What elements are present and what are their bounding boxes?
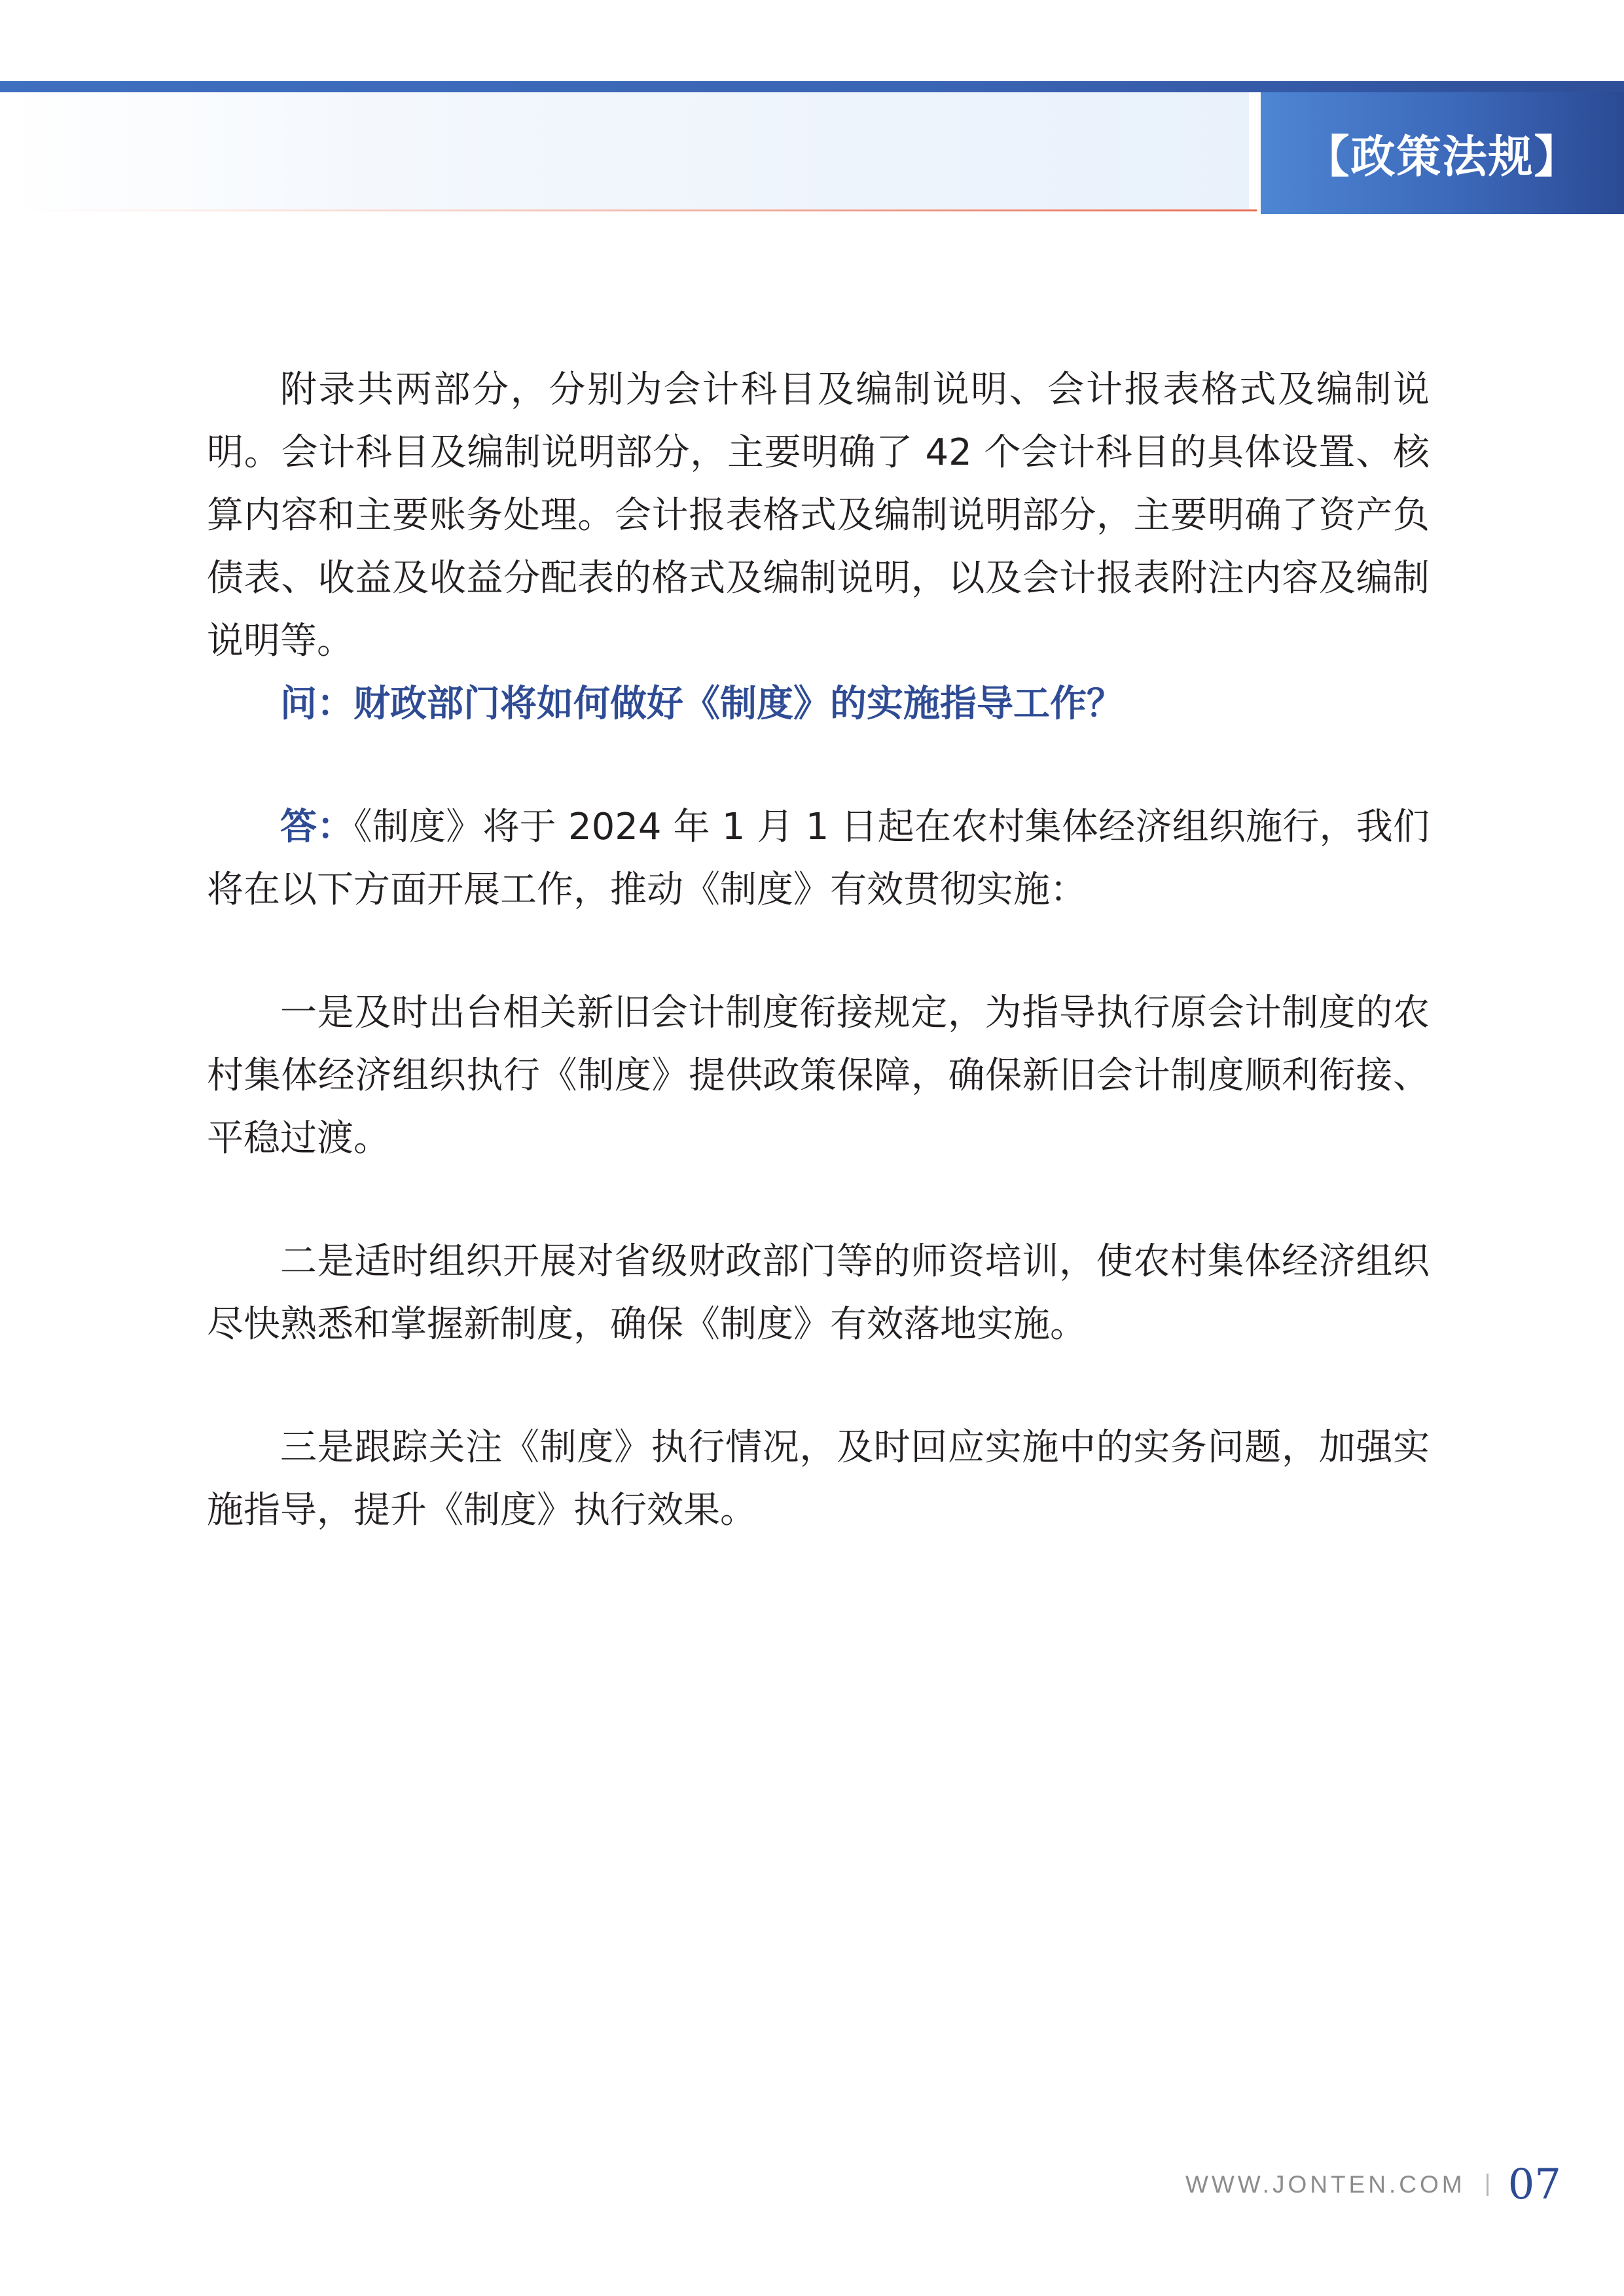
header-top-stripe [0,81,1624,92]
page-footer [1185,2159,1561,2211]
paragraph-point-1: 一是及时出台相关新旧会计制度衔接规定，为指导执行原会计制度的农村集体经济组织执行《制度》提供政策保障，确保新旧会计制度顺利衔接、平稳过渡。 [207,992,1430,1160]
paragraph-appendix: 附录共两部分，分别为会计科目及编制说明、会计报表格式及编制说明。会计科目及编制说明部分，主要明确了 42 个会计科目的具体设置、核算内容和主要账务处理。会计报表格式及编制说明部分，主要明确了资产负债表、收益及收益分配表的格式及编制说明，以及会计报表附注内容及编制说明等。 [207,368,1430,662]
answer-paragraph [207,796,1430,922]
article-body [207,359,1430,1542]
section-tag [1261,92,1624,214]
footer-separator [1487,2174,1489,2196]
answer-label: 答： [280,806,354,848]
header-divider [26,209,1257,211]
paragraph-point-2: 二是适时组织开展对省级财政部门等的师资培训，使农村集体经济组织尽快熟悉和掌握新制度，确保《制度》有效落地实施。 [207,1240,1430,1346]
paragraph-point-3: 三是跟踪关注《制度》执行情况，及时回应实施中的实务问题，加强实施指导，提升《制度》执行效果。 [207,1426,1430,1532]
section-tag-label: 【政策法规】 [1305,130,1580,183]
header-panel [0,92,1249,209]
footer-website: WWW.JONTEN.COM [1185,2171,1466,2198]
question-heading: 问：财政部门将如何做好《制度》的实施指导工作？ [280,683,1123,725]
page-number: 07 [1507,2161,1561,2209]
answer-text: 《制度》将于 2024 年 1 月 1 日起在农村集体经济组织施行，我们将在以下方面开展工作，推动《制度》有效贯彻实施： [207,806,1430,911]
